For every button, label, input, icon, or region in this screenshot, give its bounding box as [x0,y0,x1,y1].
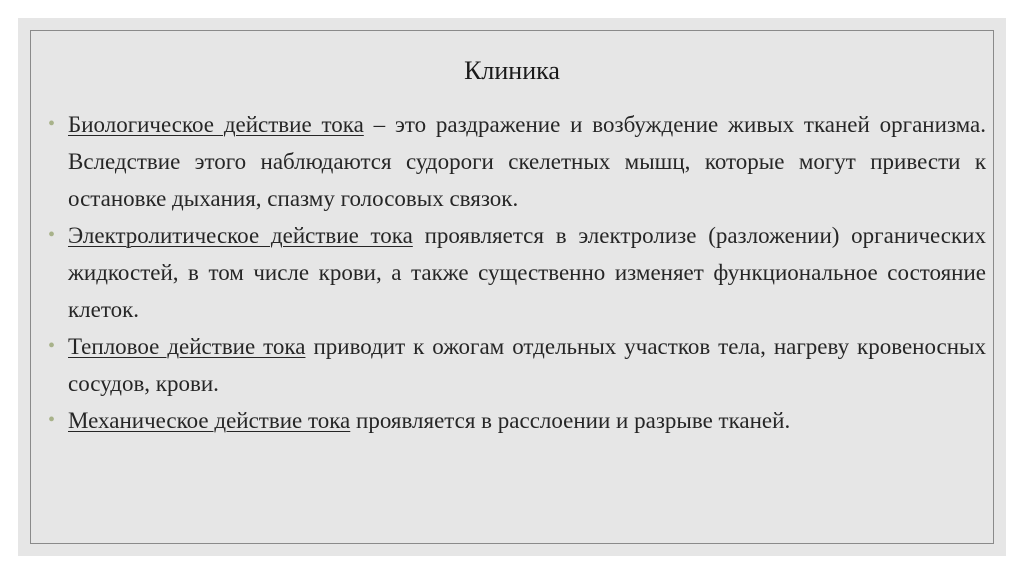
bullet-text: проявляется в расслоении и разрыве тканей. [350,408,791,433]
bullet-marker-icon: • [48,335,56,357]
bullet-marker-icon: • [48,224,56,246]
bullet-marker-icon: • [48,113,56,135]
bullet-marker-icon: • [48,409,56,431]
slide [18,18,1006,556]
slide-title: Клиника [464,56,560,85]
bullet-item-biological [46,106,986,217]
bullet-text: проявляется в электролизе (разложении) органических жидкостей, в том числе крови, а также существенно изменяет функциональное состояние клеток. [68,223,986,322]
bullet-term: Тепловое действие тока [68,334,306,359]
bullet-term: Биологическое действие тока [68,112,364,137]
bullet-list [46,106,986,439]
bullet-item-thermal [46,328,986,402]
bullet-item-mechanical [46,402,986,439]
bullet-item-electrolytic [46,217,986,328]
bullet-text: – это раздражение и возбуждение живых тканей организма. Вследствие этого наблюдаются судороги скелетных мышц, которые могут привести к остановке дыхания, спазму голосовых связок. [68,112,987,211]
bullet-term: Механическое действие тока [68,408,351,433]
bullet-text: приводит к ожогам отдельных участков тела, нагреву кровеносных сосудов, крови. [68,334,987,396]
bullet-term: Электролитическое действие тока [68,223,413,248]
